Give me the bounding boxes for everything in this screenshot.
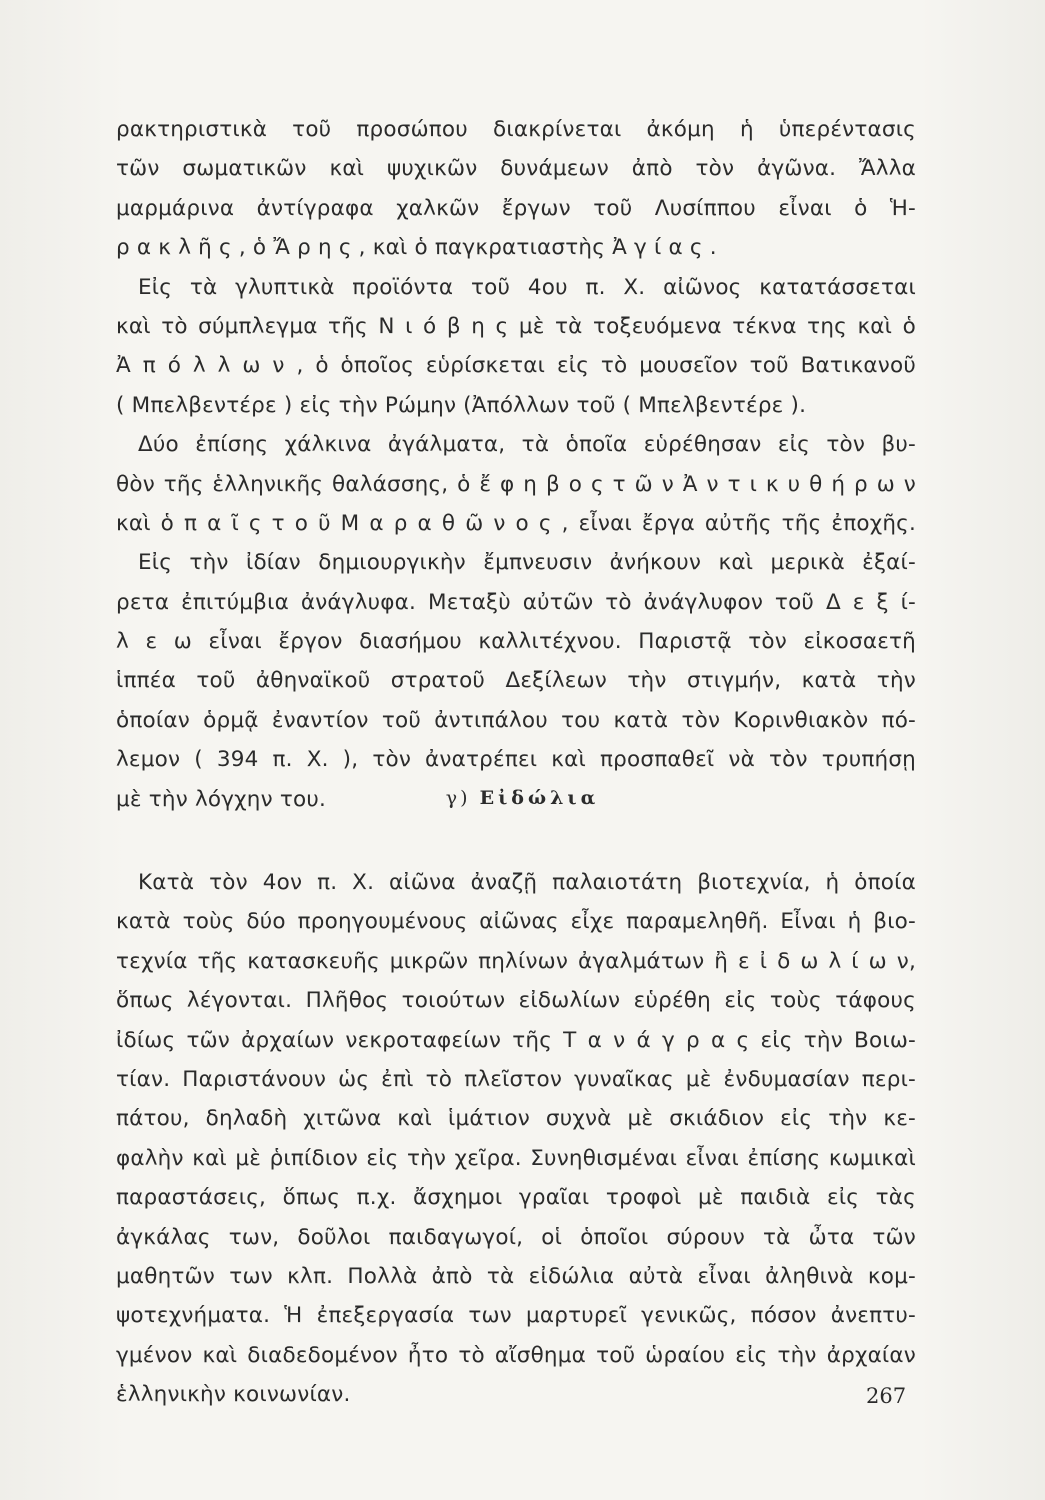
text-line: Εἰς τὴν ἰδίαν δημιουργικὴν ἔμπνευσιν ἀνήκουν καὶ μερικὰ ἐξαί- xyxy=(138,550,916,576)
text-line: ἀγκάλας των, δοῦλοι παιδαγωγοί, οἱ ὁποῖοι σύρουν τὰ ὦτα τῶν xyxy=(116,1224,916,1250)
text-line: Δύο ἐπίσης χάλκινα ἀγάλματα, τὰ ὁποῖα εὑρέθησαν εἰς τὸν βυ- xyxy=(138,432,916,458)
text-line: ἑλληνικὴν κοινωνίαν. xyxy=(116,1382,351,1408)
text-line: πάτου, δηλαδὴ χιτῶνα καὶ ἱμάτιον συχνὰ μὲ σκιάδιον εἰς τὴν κε- xyxy=(116,1106,916,1132)
text-line: Ἀ π ό λ λ ω ν , ὁ ὁποῖος εὑρίσκεται εἰς τὸ μουσεῖον τοῦ Βατικανοῦ xyxy=(116,353,916,379)
text-line: κατὰ τοὺς δύο προηγουμένους αἰῶνας εἶχε παραμεληθῆ. Εἶναι ἡ βιο- xyxy=(116,909,916,935)
text-line: ρετα ἐπιτύμβια ἀνάγλυφα. Μεταξὺ αὐτῶν τὸ ἀνάγλυφον τοῦ Δ ε ξ ί- xyxy=(116,589,916,615)
text-line: τῶν σωματικῶν καὶ ψυχικῶν δυνάμεων ἀπὸ τὸν ἀγῶνα. Ἄλλα xyxy=(116,156,916,182)
text-block-sculpture xyxy=(116,110,916,819)
text-block-figurines xyxy=(116,863,916,1414)
text-line: ὁποίαν ὁρμᾷ ἐναντίον τοῦ ἀντιπάλου του κατὰ τὸν Κορινθιακὸν πό- xyxy=(116,707,916,733)
text-line: τεχνία τῆς κατασκευῆς μικρῶν πηλίνων ἀγαλμάτων ἢ ε ἰ δ ω λ ί ω ν, xyxy=(116,948,916,974)
text-line: καὶ ὁ π α ῖ ς τ ο ῦ Μ α ρ α θ ῶ ν ο ς , εἶναι ἔργα αὐτῆς τῆς ἐποχῆς. xyxy=(116,510,916,536)
text-line: λ ε ω εἶναι ἔργον διασήμου καλλιτέχνου. Παριστᾷ τὸν εἰκοσαετῆ xyxy=(116,629,916,655)
text-line: μαρμάρινα ἀντίγραφα χαλκῶν ἔργων τοῦ Λυσίππου εἶναι ὁ Ἡ- xyxy=(116,195,916,221)
text-line: ρακτηριστικὰ τοῦ προσώπου διακρίνεται ἀκόμη ἡ ὑπερέντασις xyxy=(116,117,916,142)
text-line: τίαν. Παριστάνουν ὡς ἐπὶ τὸ πλεῖστον γυναῖκας μὲ ἐνδυμασίαν περι- xyxy=(116,1066,916,1092)
text-line: μὲ τὴν λόγχην του. xyxy=(116,786,327,812)
text-line: Κατὰ τὸν 4ον π. Χ. αἰῶνα ἀναζῇ παλαιοτάτη βιοτεχνία, ἡ ὁποία xyxy=(138,870,916,895)
text-line: φαλὴν καὶ μὲ ῥιπίδιον εἰς τὴν χεῖρα. Συνηθισμέναι εἶναι ἐπίσης κωμικαὶ xyxy=(116,1145,916,1171)
text-line: ἰδίως τῶν ἀρχαίων νεκροταφείων τῆς Τ α ν ά γ ρ α ς εἰς τὴν Βοιω- xyxy=(116,1027,916,1053)
page-number: 267 xyxy=(866,1384,907,1408)
text-line: ὅπως λέγονται. Πλῆθος τοιούτων εἰδωλίων εὑρέθη εἰς τοὺς τάφους xyxy=(116,988,916,1014)
text-line: Εἰς τὰ γλυπτικὰ προϊόντα τοῦ 4ου π. Χ. αἰῶνος κατατάσσεται xyxy=(138,274,916,300)
section-heading-title: Εἰδώλια xyxy=(479,787,600,809)
text-line: ἱππέα τοῦ ἀθηναϊκοῦ στρατοῦ Δεξίλεων τὴν στιγμήν, κατὰ τὴν xyxy=(116,668,916,694)
text-line: μαθητῶν των κλπ. Πολλὰ ἀπὸ τὰ εἰδώλια αὐτὰ εἶναι ἀληθινὰ κομ- xyxy=(116,1263,916,1289)
text-line: λεμον ( 394 π. Χ. ), τὸν ἀνατρέπει καὶ προσπαθεῖ νὰ τὸν τρυπήσῃ xyxy=(116,747,916,773)
text-line: παραστάσεις, ὅπως π.χ. ἄσχημοι γραῖαι τροφοὶ μὲ παιδιὰ εἰς τὰς xyxy=(116,1185,916,1211)
text-line: γμένον καὶ διαδεδομένον ἦτο τὸ αἴσθημα τοῦ ὡραίου εἰς τὴν ἀρχαίαν xyxy=(116,1342,916,1368)
text-line: ψοτεχνήματα. Ἡ ἐπεξεργασία των μαρτυρεῖ γενικῶς, πόσον ἀνεπτυ- xyxy=(116,1303,916,1329)
text-line: καὶ τὸ σύμπλεγμα τῆς Ν ι ό β η ς μὲ τὰ τοξευόμενα τέκνα της καὶ ὁ xyxy=(116,313,916,339)
section-heading xyxy=(0,787,1045,809)
text-line: ρ α κ λ ῆ ς , ὁ Ἄ ρ η ς , καὶ ὁ παγκρατιαστὴς Ἀ γ ί α ς . xyxy=(116,235,717,261)
text-line: ( Μπελβεντέρε ) εἰς τὴν Ρώμην (Ἀπόλλων τοῦ ( Μπελβεντέρε ). xyxy=(116,392,807,418)
section-heading-prefix: γ) xyxy=(445,787,471,809)
text-line: θὸν τῆς ἑλληνικῆς θαλάσσης, ὁ ἔ φ η β ο ς τ ῶ ν Ἀ ν τ ι κ υ θ ή ρ ω ν xyxy=(116,471,916,497)
